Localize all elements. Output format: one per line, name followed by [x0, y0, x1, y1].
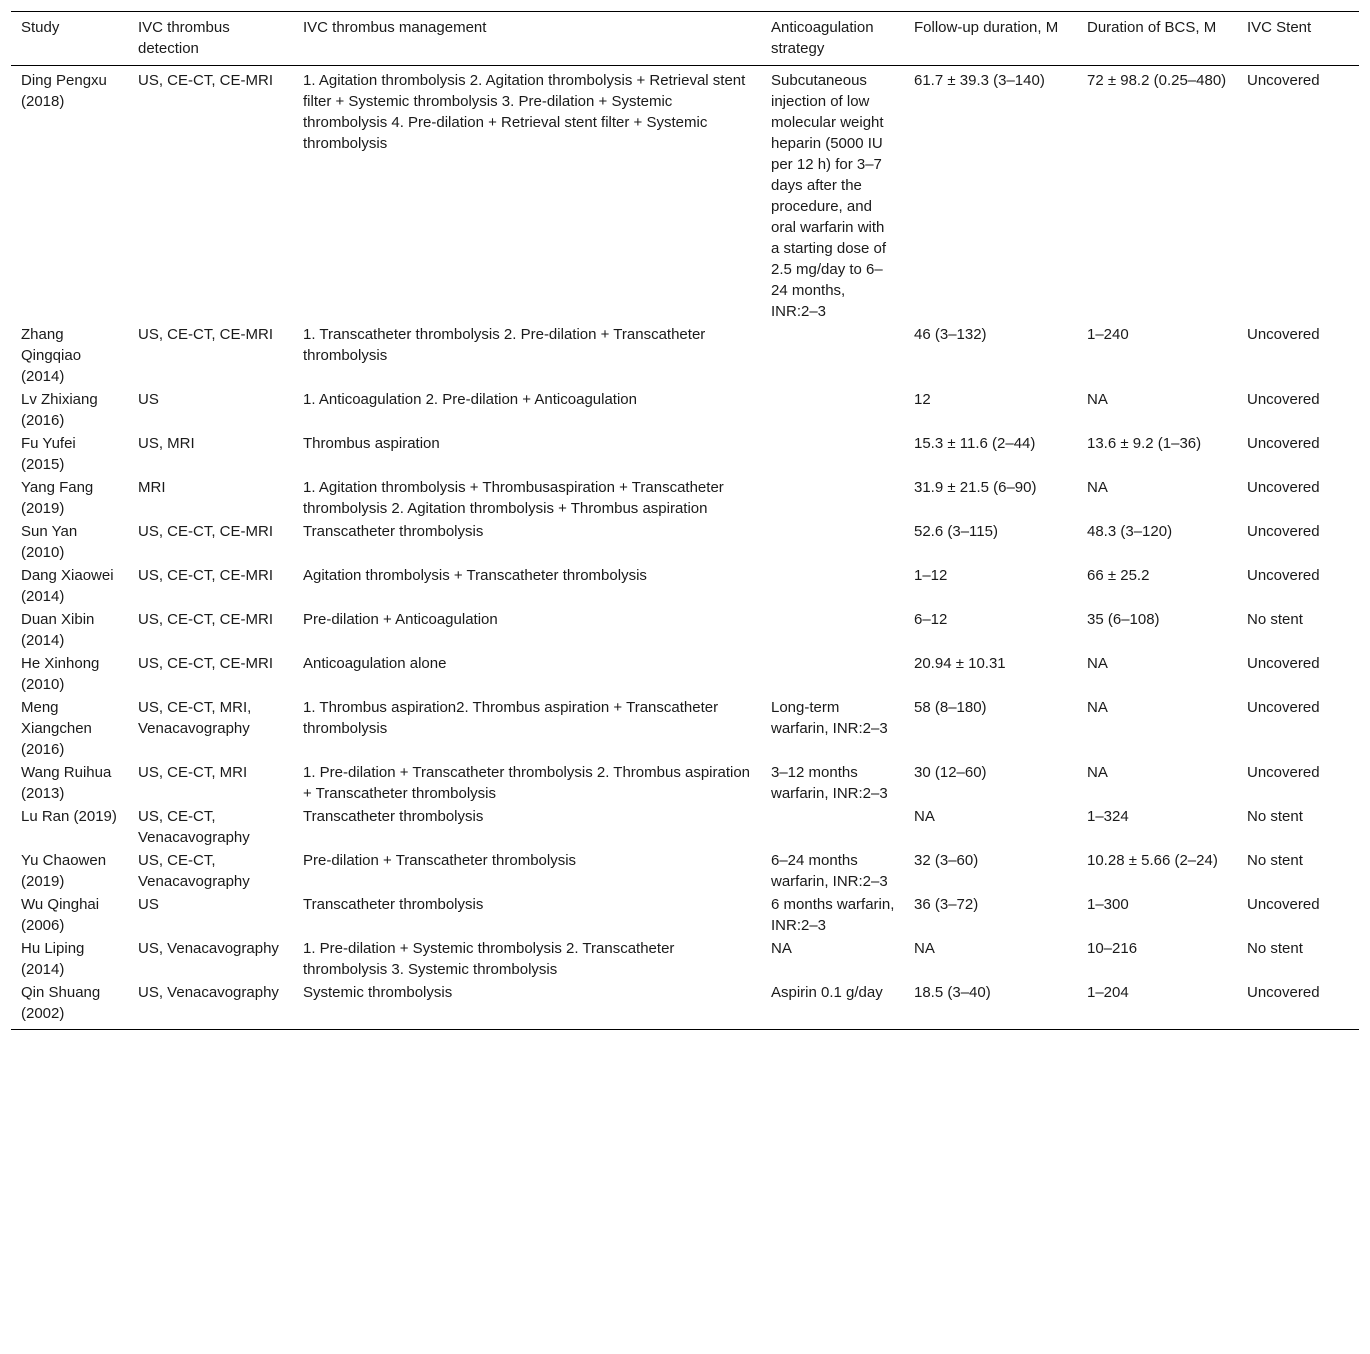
cell-management: 1. Anticoagulation 2. Pre-dilation + Anticoagulation	[303, 391, 637, 408]
cell-management: 1. Pre-dilation + Transcatheter thrombolysis 2. Thrombus aspiration + Transcatheter thrombolysis	[303, 764, 751, 802]
table-row	[11, 388, 1359, 432]
cell-management: Thrombus aspiration	[303, 435, 440, 452]
ivc-thrombus-table	[11, 11, 1359, 1030]
cell-ivc-stent: Uncovered	[1247, 523, 1320, 540]
cell-anticoagulation: 6 months warfarin, INR:2–3	[771, 896, 895, 934]
cell-anticoagulation: Subcutaneous injection of low molecular weight heparin (5000 IU per 12 h) for 3–7 days after the procedure, and oral warfarin with a starting dose of 2.5 mg/day to 6–24 months, INR:2–3	[771, 72, 887, 320]
cell-ivc-stent: Uncovered	[1247, 326, 1320, 343]
cell-study: Sun Yan (2010)	[21, 523, 78, 561]
cell-ivc-stent: Uncovered	[1247, 567, 1320, 584]
cell-followup: 12	[914, 391, 931, 408]
header-detection	[128, 12, 293, 66]
cell-ivc-stent: Uncovered	[1247, 72, 1320, 89]
cell-study: Lu Ran (2019)	[21, 808, 117, 825]
cell-detection: US, CE-CT, CE-MRI	[138, 655, 273, 672]
cell-bcs-duration: 1–300	[1087, 896, 1129, 913]
cell-followup: 52.6 (3–115)	[914, 523, 998, 540]
cell-anticoagulation	[761, 520, 904, 564]
cell-followup: 18.5 (3–40)	[914, 984, 991, 1001]
cell-management: Agitation thrombolysis + Transcatheter thrombolysis	[303, 567, 647, 584]
table-row	[11, 323, 1359, 388]
cell-ivc-stent: Uncovered	[1247, 896, 1320, 913]
cell-followup: 15.3 ± 11.6 (2–44)	[914, 435, 1036, 452]
cell-anticoagulation: NA	[771, 940, 792, 957]
cell-detection: US, CE-CT, CE-MRI	[138, 611, 273, 628]
cell-study: Qin Shuang (2002)	[21, 984, 101, 1022]
table-row	[11, 849, 1359, 893]
cell-study: Dang Xiaowei (2014)	[21, 567, 114, 605]
cell-anticoagulation	[761, 323, 904, 388]
cell-anticoagulation	[761, 608, 904, 652]
cell-study: Hu Liping (2014)	[21, 940, 85, 978]
cell-followup: 30 (12–60)	[914, 764, 987, 781]
cell-followup: 6–12	[914, 611, 948, 628]
cell-study: Meng Xiangchen (2016)	[21, 699, 92, 758]
cell-management: 1. Transcatheter thrombolysis 2. Pre-dilation + Transcatheter thrombolysis	[303, 326, 706, 364]
cell-ivc-stent: No stent	[1247, 940, 1303, 957]
cell-detection: US, Venacavography	[138, 940, 279, 957]
header-ivc-stent: IVC Stent	[1247, 19, 1312, 36]
cell-bcs-duration: NA	[1087, 391, 1108, 408]
cell-study: Fu Yufei (2015)	[21, 435, 76, 473]
cell-detection: US, CE-CT, CE-MRI	[138, 523, 273, 540]
cell-detection: US, CE-CT, CE-MRI	[138, 72, 273, 89]
cell-management: 1. Agitation thrombolysis + Thrombusaspiration + Transcatheter thrombolysis 2. Agitation thrombolysis + Thrombus aspiration	[303, 479, 724, 517]
cell-management: Systemic thrombolysis	[303, 984, 453, 1001]
cell-anticoagulation: 3–12 months warfarin, INR:2–3	[771, 764, 888, 802]
cell-management: Pre-dilation + Anticoagulation	[303, 611, 498, 628]
table-row	[11, 564, 1359, 608]
header-study: Study	[21, 19, 60, 36]
cell-ivc-stent: Uncovered	[1247, 655, 1320, 672]
cell-bcs-duration: 13.6 ± 9.2 (1–36)	[1087, 435, 1202, 452]
cell-ivc-stent: Uncovered	[1247, 479, 1320, 496]
table-row	[11, 520, 1359, 564]
table-row	[11, 432, 1359, 476]
header-bcs-duration: Duration of BCS, M	[1087, 19, 1217, 36]
table-row	[11, 66, 1359, 324]
cell-ivc-stent: Uncovered	[1247, 984, 1320, 1001]
header-row	[11, 12, 1359, 66]
cell-bcs-duration: 1–240	[1087, 326, 1129, 343]
cell-followup: NA	[914, 808, 935, 825]
cell-followup: 32 (3–60)	[914, 852, 979, 869]
cell-study: Duan Xibin (2014)	[21, 611, 95, 649]
table-row	[11, 652, 1359, 696]
cell-management: Transcatheter thrombolysis	[303, 808, 484, 825]
cell-management: 1. Thrombus aspiration2. Thrombus aspiration + Transcatheter thrombolysis	[303, 699, 719, 737]
cell-bcs-duration: NA	[1087, 699, 1108, 716]
cell-study: Lv Zhixiang (2016)	[21, 391, 98, 429]
cell-study: Wu Qinghai (2006)	[21, 896, 100, 934]
cell-ivc-stent: No stent	[1247, 611, 1303, 628]
cell-anticoagulation	[761, 432, 904, 476]
cell-detection: US	[138, 896, 159, 913]
cell-study: Wang Ruihua (2013)	[21, 764, 112, 802]
cell-bcs-duration: 1–204	[1087, 984, 1129, 1001]
cell-management: Transcatheter thrombolysis	[303, 896, 484, 913]
cell-anticoagulation: Aspirin 0.1 g/day	[771, 984, 883, 1001]
cell-detection: US, Venacavography	[138, 984, 279, 1001]
cell-study: Ding Pengxu (2018)	[21, 72, 107, 110]
ivc-thrombus-table-container	[11, 11, 1359, 1030]
cell-study: Yu Chaowen (2019)	[21, 852, 107, 890]
cell-anticoagulation	[761, 388, 904, 432]
table-header	[11, 12, 1359, 66]
header-management: IVC thrombus management	[303, 19, 487, 36]
table-row	[11, 893, 1359, 937]
cell-bcs-duration: 10.28 ± 5.66 (2–24)	[1087, 852, 1218, 869]
cell-anticoagulation	[761, 476, 904, 520]
cell-followup: 31.9 ± 21.5 (6–90)	[914, 479, 1037, 496]
header-detection-label: IVC thrombus detection	[138, 19, 230, 57]
cell-followup: 20.94 ± 10.31	[914, 655, 1006, 672]
table-body	[11, 66, 1359, 1030]
cell-anticoagulation	[761, 652, 904, 696]
cell-bcs-duration: NA	[1087, 479, 1108, 496]
cell-followup: 36 (3–72)	[914, 896, 979, 913]
cell-management: Pre-dilation + Transcatheter thrombolysis	[303, 852, 577, 869]
cell-detection: MRI	[138, 479, 166, 496]
cell-study: He Xinhong (2010)	[21, 655, 100, 693]
cell-ivc-stent: Uncovered	[1247, 699, 1320, 716]
cell-detection: US, CE-CT, MRI	[138, 764, 248, 781]
table-row	[11, 937, 1359, 981]
cell-bcs-duration: 66 ± 25.2	[1087, 567, 1150, 584]
cell-bcs-duration: 48.3 (3–120)	[1087, 523, 1173, 540]
cell-followup: 1–12	[914, 567, 948, 584]
cell-anticoagulation	[761, 564, 904, 608]
cell-study: Zhang Qingqiao (2014)	[21, 326, 82, 385]
cell-followup: 58 (8–180)	[914, 699, 987, 716]
table-row	[11, 805, 1359, 849]
cell-followup: 46 (3–132)	[914, 326, 987, 343]
cell-anticoagulation: Long-term warfarin, INR:2–3	[771, 699, 888, 737]
table-row	[11, 981, 1359, 1030]
cell-management: 1. Pre-dilation + Systemic thrombolysis 2. Transcatheter thrombolysis 3. Systemic thrombolysis	[303, 940, 675, 978]
cell-ivc-stent: Uncovered	[1247, 391, 1320, 408]
cell-detection: US, CE-CT, CE-MRI	[138, 326, 273, 343]
cell-detection: US, CE-CT, MRI, Venacavography	[138, 699, 252, 737]
cell-management: Transcatheter thrombolysis	[303, 523, 484, 540]
cell-bcs-duration: 1–324	[1087, 808, 1129, 825]
cell-bcs-duration: 35 (6–108)	[1087, 611, 1160, 628]
cell-management: Anticoagulation alone	[303, 655, 447, 672]
cell-detection: US, CE-CT, Venacavography	[138, 808, 250, 846]
cell-ivc-stent: No stent	[1247, 852, 1303, 869]
table-row	[11, 476, 1359, 520]
cell-detection: US, CE-CT, CE-MRI	[138, 567, 273, 584]
cell-bcs-duration: 72 ± 98.2 (0.25–480)	[1087, 72, 1227, 89]
cell-bcs-duration: 10–216	[1087, 940, 1138, 957]
cell-detection: US, CE-CT, Venacavography	[138, 852, 250, 890]
cell-ivc-stent: Uncovered	[1247, 435, 1320, 452]
cell-bcs-duration: NA	[1087, 655, 1108, 672]
table-row	[11, 608, 1359, 652]
cell-ivc-stent: Uncovered	[1247, 764, 1320, 781]
cell-bcs-duration: NA	[1087, 764, 1108, 781]
cell-detection: US	[138, 391, 159, 408]
cell-detection: US, MRI	[138, 435, 195, 452]
table-row	[11, 696, 1359, 761]
cell-anticoagulation	[761, 805, 904, 849]
cell-anticoagulation: 6–24 months warfarin, INR:2–3	[771, 852, 888, 890]
table-row	[11, 761, 1359, 805]
cell-followup: NA	[914, 940, 935, 957]
header-followup: Follow-up duration, M	[914, 19, 1059, 36]
header-anticoagulation: Anticoagulation strategy	[771, 19, 874, 57]
cell-followup: 61.7 ± 39.3 (3–140)	[914, 72, 1045, 89]
cell-study: Yang Fang (2019)	[21, 479, 94, 517]
cell-ivc-stent: No stent	[1247, 808, 1303, 825]
cell-management: 1. Agitation thrombolysis 2. Agitation thrombolysis + Retrieval stent filter + Systemic thrombolysis 3. Pre-dilation + Systemic thrombolysis 4. Pre-dilation + Retrieval stent filter + Systemic thrombolysis	[303, 72, 746, 152]
